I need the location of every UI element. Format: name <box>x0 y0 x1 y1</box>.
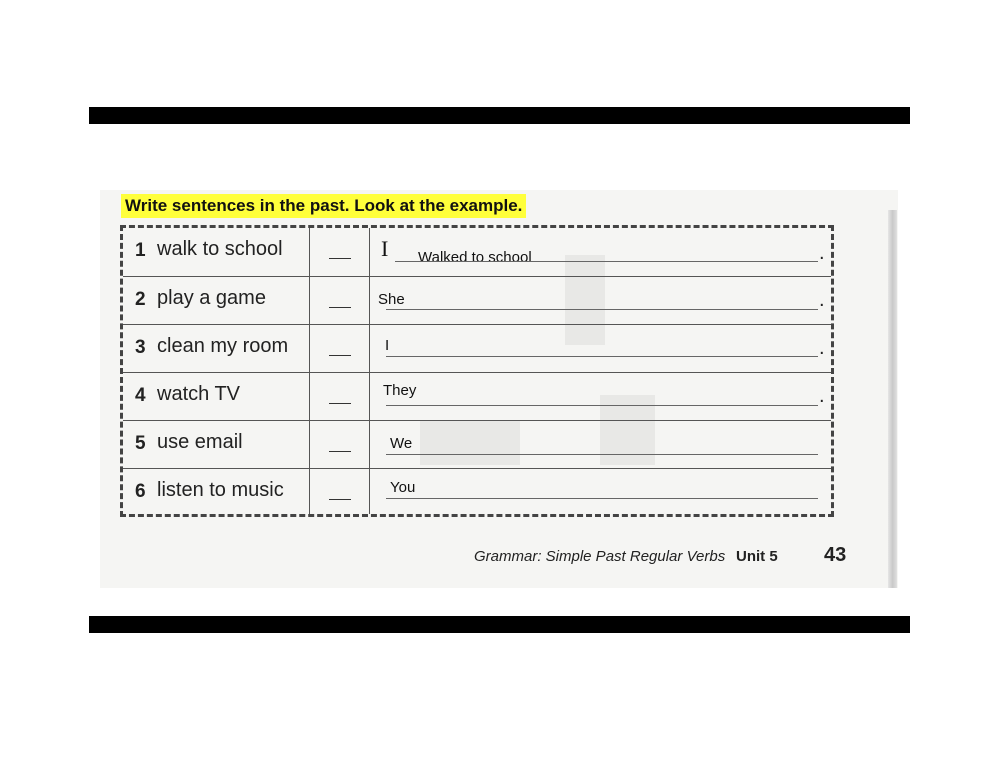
row-number: 5 <box>135 433 146 454</box>
blank-dash <box>329 451 351 452</box>
table-row <box>123 372 831 421</box>
writing-line <box>386 454 818 455</box>
blank-dash <box>329 307 351 308</box>
blank-dash <box>329 355 351 356</box>
blank-dash <box>329 499 351 500</box>
row-phrase: watch TV <box>157 383 240 405</box>
row-phrase: listen to music <box>157 479 284 501</box>
instruction-text: Write sentences in the past. Look at the example. <box>121 194 526 218</box>
table-row <box>123 324 831 373</box>
row-number: 3 <box>135 337 146 358</box>
table-row <box>123 276 831 325</box>
row-phrase: clean my room <box>157 335 289 357</box>
answer-input[interactable]: She <box>378 291 405 308</box>
footer-grammar-title: Grammar: Simple Past Regular Verbs <box>474 548 726 565</box>
answer-input[interactable]: I <box>385 337 390 354</box>
row-phrase: walk to school <box>157 238 283 260</box>
line-end-period: . <box>819 242 825 264</box>
bottom-black-bar <box>89 616 910 633</box>
row-number: 4 <box>135 385 146 406</box>
writing-line <box>386 356 818 357</box>
answer-input[interactable]: You <box>390 479 416 496</box>
answer-input[interactable]: We <box>390 435 413 452</box>
table-row <box>123 228 831 276</box>
page-edge <box>888 210 897 588</box>
table-row <box>123 468 831 517</box>
blank-dash <box>329 403 351 404</box>
answer-input[interactable]: Walked to school <box>418 249 532 266</box>
line-end-period: . <box>819 337 825 359</box>
line-end-period: . <box>819 289 825 311</box>
row-number: 6 <box>135 481 146 502</box>
answer-input[interactable]: They <box>383 382 417 399</box>
row-phrase: play a game <box>157 287 266 309</box>
row-number: 2 <box>135 289 146 310</box>
writing-line <box>386 498 818 499</box>
exercise-table <box>120 225 834 517</box>
top-black-bar <box>89 107 910 124</box>
row-phrase: use email <box>157 431 243 453</box>
blank-dash <box>329 258 351 259</box>
page-number: 43 <box>824 544 847 566</box>
writing-line <box>386 309 818 310</box>
writing-line <box>395 261 818 262</box>
writing-line <box>386 405 818 406</box>
row-number: 1 <box>135 240 146 261</box>
footer-unit: Unit 5 <box>736 548 778 565</box>
row-subject: I <box>381 236 389 261</box>
line-end-period: . <box>819 385 825 407</box>
table-row <box>123 420 831 469</box>
